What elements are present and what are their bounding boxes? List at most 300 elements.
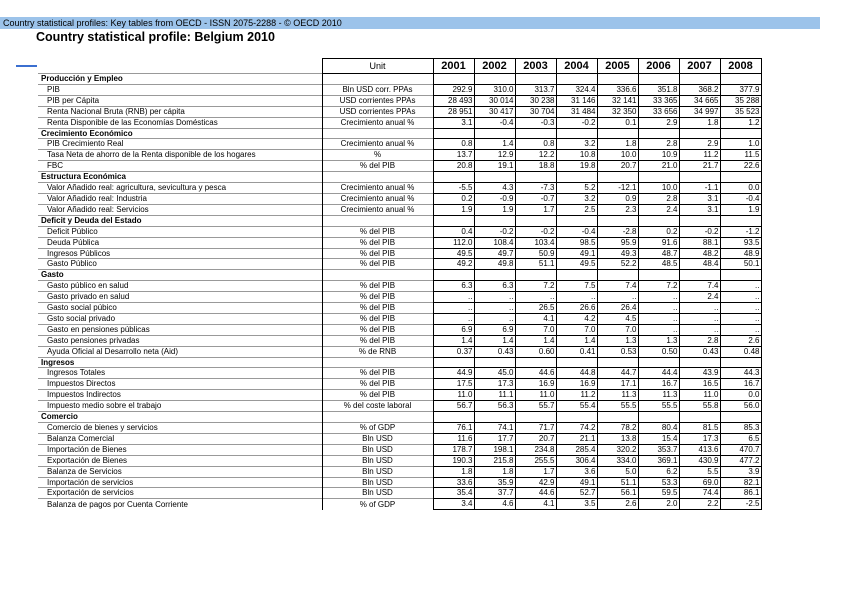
value-cell: -2.5	[720, 499, 761, 510]
value-cell: 2.8	[679, 335, 720, 346]
statistics-table	[38, 58, 762, 510]
unit-cell	[322, 357, 433, 368]
value-cell: 3.4	[433, 499, 474, 510]
value-cell: ..	[720, 281, 761, 292]
value-cell: 0.9	[597, 193, 638, 204]
value-cell: 7.0	[556, 324, 597, 335]
indicator-label: Gasto pensiones privadas	[38, 335, 322, 346]
value-cell: 6.2	[638, 466, 679, 477]
value-cell: 320.2	[597, 444, 638, 455]
value-cell: 324.4	[556, 84, 597, 95]
table-row	[38, 84, 761, 95]
value-cell: 4.1	[515, 313, 556, 324]
value-cell	[556, 412, 597, 423]
value-cell: 0.8	[515, 139, 556, 150]
indicator-label: Tasa Neta de ahorro de la Renta disponible de los hogares	[38, 150, 322, 161]
table-row	[38, 106, 761, 117]
value-cell	[597, 412, 638, 423]
unit-cell: % of GDP	[322, 499, 433, 510]
value-cell: 413.6	[679, 444, 720, 455]
value-cell	[597, 172, 638, 183]
value-cell	[597, 128, 638, 139]
value-cell: -0.3	[515, 117, 556, 128]
value-cell: 4.6	[474, 499, 515, 510]
value-cell: 11.1	[474, 390, 515, 401]
indicator-label: Ingresos Públicos	[38, 248, 322, 259]
table-row	[38, 150, 761, 161]
indicator-label: Renta Nacional Bruta (RNB) per cápita	[38, 106, 322, 117]
unit-cell: Bln USD	[322, 444, 433, 455]
value-cell: ..	[679, 324, 720, 335]
value-cell: 7.4	[597, 281, 638, 292]
value-cell: 11.2	[556, 390, 597, 401]
value-cell	[597, 357, 638, 368]
value-cell: ..	[638, 324, 679, 335]
table-row	[38, 390, 761, 401]
indicator-label: Comercio de bienes y servicios	[38, 423, 322, 434]
value-cell: 1.8	[597, 139, 638, 150]
value-cell: 313.7	[515, 84, 556, 95]
value-cell	[474, 215, 515, 226]
value-cell: 2.5	[556, 204, 597, 215]
value-cell: 17.3	[474, 379, 515, 390]
value-cell: 48.7	[638, 248, 679, 259]
indicator-label: Importación de servicios	[38, 477, 322, 488]
value-cell	[515, 128, 556, 139]
value-cell: 13.7	[433, 150, 474, 161]
unit-cell: Crecimiento anual %	[322, 193, 433, 204]
value-cell: 430.9	[679, 455, 720, 466]
unit-cell: % del PIB	[322, 303, 433, 314]
value-cell: 178.7	[433, 444, 474, 455]
table-row	[38, 324, 761, 335]
value-cell: 0.50	[638, 346, 679, 357]
value-cell: 48.4	[679, 259, 720, 270]
indicator-label: Deficit Público	[38, 226, 322, 237]
table-body	[38, 59, 761, 510]
value-cell: 1.9	[474, 204, 515, 215]
unit-cell: % del PIB	[322, 368, 433, 379]
value-cell: 20.8	[433, 161, 474, 172]
unit-cell: Bln USD	[322, 488, 433, 499]
value-cell: -0.2	[556, 117, 597, 128]
unit-cell: Crecimiento anual %	[322, 139, 433, 150]
value-cell: ..	[597, 292, 638, 303]
value-cell: 6.9	[474, 324, 515, 335]
value-cell	[720, 172, 761, 183]
value-cell: 1.8	[679, 117, 720, 128]
value-cell: ..	[515, 292, 556, 303]
value-cell: 34 997	[679, 106, 720, 117]
unit-cell: % del PIB	[322, 248, 433, 259]
value-cell: 198.1	[474, 444, 515, 455]
value-cell: 0.1	[597, 117, 638, 128]
unit-cell	[322, 270, 433, 281]
unit-cell: Bln USD	[322, 477, 433, 488]
value-cell: ..	[638, 303, 679, 314]
section-label: Comercio	[38, 412, 322, 423]
value-cell: 16.7	[720, 379, 761, 390]
value-cell: 30 704	[515, 106, 556, 117]
value-cell	[474, 270, 515, 281]
year-header: 2008	[720, 59, 761, 74]
value-cell: 215.8	[474, 455, 515, 466]
value-cell: 55.8	[679, 401, 720, 412]
year-header: 2006	[638, 59, 679, 74]
value-cell: 48.2	[679, 248, 720, 259]
value-cell: 15.4	[638, 433, 679, 444]
year-header: 2001	[433, 59, 474, 74]
value-cell: 11.0	[679, 390, 720, 401]
section-row	[38, 172, 761, 183]
year-header: 2007	[679, 59, 720, 74]
value-cell: 1.4	[556, 335, 597, 346]
indicator-label: PIB Crecimiento Real	[38, 139, 322, 150]
indicator-label: Impuestos Indirectos	[38, 390, 322, 401]
value-cell: 56.0	[720, 401, 761, 412]
value-cell: 336.6	[597, 84, 638, 95]
value-cell: 35 523	[720, 106, 761, 117]
value-cell: 22.6	[720, 161, 761, 172]
value-cell: 30 014	[474, 95, 515, 106]
value-cell: 19.8	[556, 161, 597, 172]
value-cell	[679, 128, 720, 139]
value-cell: 56.3	[474, 401, 515, 412]
value-cell	[679, 412, 720, 423]
value-cell: 1.3	[638, 335, 679, 346]
value-cell: 74.1	[474, 423, 515, 434]
value-cell: 30 238	[515, 95, 556, 106]
value-cell: 49.2	[433, 259, 474, 270]
value-cell: 3.2	[556, 193, 597, 204]
value-cell	[474, 74, 515, 85]
value-cell: -0.2	[474, 226, 515, 237]
value-cell: 1.3	[597, 335, 638, 346]
value-cell: 6.9	[433, 324, 474, 335]
value-cell: 4.2	[556, 313, 597, 324]
value-cell	[679, 74, 720, 85]
value-cell: 3.1	[679, 193, 720, 204]
value-cell: 7.2	[515, 281, 556, 292]
unit-cell	[322, 128, 433, 139]
value-cell	[638, 172, 679, 183]
value-cell: 49.8	[474, 259, 515, 270]
accent-line	[16, 65, 37, 67]
unit-cell: % del PIB	[322, 324, 433, 335]
value-cell: 43.9	[679, 368, 720, 379]
unit-header: Unit	[322, 59, 433, 74]
value-cell: 11.2	[679, 150, 720, 161]
value-cell: 26.6	[556, 303, 597, 314]
value-cell: 53.3	[638, 477, 679, 488]
value-cell: 11.5	[720, 150, 761, 161]
value-cell	[515, 357, 556, 368]
unit-cell: % del PIB	[322, 379, 433, 390]
value-cell	[638, 412, 679, 423]
value-cell: 49.7	[474, 248, 515, 259]
value-cell: 2.8	[638, 193, 679, 204]
value-cell: 2.8	[638, 139, 679, 150]
value-cell: -7.3	[515, 183, 556, 194]
value-cell: 4.5	[597, 313, 638, 324]
value-cell: 85.3	[720, 423, 761, 434]
indicator-label: Balanza de pagos por Cuenta Corriente	[38, 499, 322, 510]
value-cell: 48.5	[638, 259, 679, 270]
value-cell: 6.3	[433, 281, 474, 292]
value-cell: 470.7	[720, 444, 761, 455]
value-cell: 7.2	[638, 281, 679, 292]
value-cell: 11.3	[597, 390, 638, 401]
value-cell: 55.4	[556, 401, 597, 412]
value-cell: 11.3	[638, 390, 679, 401]
value-cell: -0.9	[474, 193, 515, 204]
value-cell: 1.2	[720, 117, 761, 128]
value-cell: 2.3	[597, 204, 638, 215]
value-cell: 17.3	[679, 433, 720, 444]
value-cell: 0.43	[679, 346, 720, 357]
value-cell	[638, 215, 679, 226]
value-cell: 44.6	[515, 368, 556, 379]
value-cell: 98.5	[556, 237, 597, 248]
value-cell: 74.2	[556, 423, 597, 434]
indicator-label: Importación de Bienes	[38, 444, 322, 455]
value-cell: ..	[556, 292, 597, 303]
value-cell: 6.5	[720, 433, 761, 444]
value-cell: 10.8	[556, 150, 597, 161]
unit-cell: % del PIB	[322, 226, 433, 237]
section-row	[38, 270, 761, 281]
value-cell: 56.7	[433, 401, 474, 412]
value-cell: -0.4	[720, 193, 761, 204]
value-cell: 1.9	[433, 204, 474, 215]
value-cell	[556, 357, 597, 368]
section-label: Estructura Económica	[38, 172, 322, 183]
value-cell	[515, 74, 556, 85]
value-cell: 1.4	[433, 335, 474, 346]
value-cell: 31 146	[556, 95, 597, 106]
value-cell: 292.9	[433, 84, 474, 95]
value-cell: ..	[720, 313, 761, 324]
value-cell: 45.0	[474, 368, 515, 379]
value-cell: 1.4	[474, 139, 515, 150]
year-header: 2004	[556, 59, 597, 74]
value-cell: 19.1	[474, 161, 515, 172]
value-cell: 78.2	[597, 423, 638, 434]
unit-cell: Bln USD	[322, 433, 433, 444]
value-cell: 35.4	[433, 488, 474, 499]
value-cell: 108.4	[474, 237, 515, 248]
value-cell: 18.8	[515, 161, 556, 172]
indicator-label: Valor Añadido real: agricultura, sevicultura y pesca	[38, 183, 322, 194]
value-cell: 30 417	[474, 106, 515, 117]
value-cell: -0.2	[679, 226, 720, 237]
value-cell: 7.4	[679, 281, 720, 292]
value-cell: 1.7	[515, 466, 556, 477]
value-cell	[556, 74, 597, 85]
value-cell: 33 656	[638, 106, 679, 117]
page-title: Country statistical profile: Belgium 2010	[36, 30, 275, 44]
value-cell: 55.5	[638, 401, 679, 412]
table-row	[38, 183, 761, 194]
value-cell: 0.0	[720, 183, 761, 194]
value-cell: 11.0	[515, 390, 556, 401]
value-cell: 368.2	[679, 84, 720, 95]
section-label: Gasto	[38, 270, 322, 281]
value-cell: 52.7	[556, 488, 597, 499]
value-cell: 49.5	[433, 248, 474, 259]
indicator-label: Exportación de servicios	[38, 488, 322, 499]
value-cell	[638, 74, 679, 85]
value-cell: 0.41	[556, 346, 597, 357]
value-cell: 44.6	[515, 488, 556, 499]
value-cell: 55.7	[515, 401, 556, 412]
indicator-label: Impuesto medio sobre el trabajo	[38, 401, 322, 412]
value-cell: 44.3	[720, 368, 761, 379]
unit-cell	[322, 74, 433, 85]
value-cell: 33.6	[433, 477, 474, 488]
value-cell	[433, 172, 474, 183]
value-cell: 2.9	[679, 139, 720, 150]
value-cell: 1.7	[515, 204, 556, 215]
table-row	[38, 139, 761, 150]
unit-cell	[322, 412, 433, 423]
value-cell: -5.5	[433, 183, 474, 194]
value-cell: 52.2	[597, 259, 638, 270]
value-cell: 16.7	[638, 379, 679, 390]
unit-cell: Crecimiento anual %	[322, 204, 433, 215]
value-cell: 2.4	[679, 292, 720, 303]
value-cell: 0.4	[433, 226, 474, 237]
unit-cell: %	[322, 150, 433, 161]
value-cell: 35 288	[720, 95, 761, 106]
value-cell: -0.7	[515, 193, 556, 204]
table-row	[38, 204, 761, 215]
indicator-label: PIB	[38, 84, 322, 95]
value-cell: 17.7	[474, 433, 515, 444]
value-cell: ..	[638, 313, 679, 324]
unit-cell: % del PIB	[322, 237, 433, 248]
year-header: 2003	[515, 59, 556, 74]
unit-cell: % del PIB	[322, 335, 433, 346]
value-cell: 21.1	[556, 433, 597, 444]
value-cell	[638, 357, 679, 368]
value-cell	[433, 74, 474, 85]
value-cell	[720, 357, 761, 368]
section-row	[38, 74, 761, 85]
unit-cell: % of GDP	[322, 423, 433, 434]
value-cell: 49.5	[556, 259, 597, 270]
value-cell: 13.8	[597, 433, 638, 444]
value-cell: 6.3	[474, 281, 515, 292]
unit-cell: % del PIB	[322, 259, 433, 270]
value-cell: 3.1	[679, 204, 720, 215]
value-cell: 2.6	[597, 499, 638, 510]
value-cell: 334.0	[597, 455, 638, 466]
value-cell: 69.0	[679, 477, 720, 488]
value-cell: 1.4	[515, 335, 556, 346]
value-cell: -12.1	[597, 183, 638, 194]
indicator-label: Impuestos Directos	[38, 379, 322, 390]
indicator-label: Exportación de Bienes	[38, 455, 322, 466]
table-row	[38, 401, 761, 412]
unit-cell: % del PIB	[322, 390, 433, 401]
value-cell: 5.5	[679, 466, 720, 477]
unit-cell: Crecimiento anual %	[322, 117, 433, 128]
indicator-label: Gasto en pensiones públicas	[38, 324, 322, 335]
value-cell: 0.48	[720, 346, 761, 357]
value-cell: 33 365	[638, 95, 679, 106]
value-cell: 190.3	[433, 455, 474, 466]
value-cell	[556, 270, 597, 281]
unit-cell: USD corrientes PPAs	[322, 95, 433, 106]
value-cell: -0.2	[515, 226, 556, 237]
table-row	[38, 226, 761, 237]
value-cell	[433, 215, 474, 226]
value-cell: 44.9	[433, 368, 474, 379]
value-cell: 0.8	[433, 139, 474, 150]
value-cell: 3.2	[556, 139, 597, 150]
table-row	[38, 248, 761, 259]
value-cell: -0.4	[556, 226, 597, 237]
value-cell: 2.6	[720, 335, 761, 346]
table-row	[38, 161, 761, 172]
value-cell: 0.53	[597, 346, 638, 357]
indicator-label: Gasto social púbico	[38, 303, 322, 314]
value-cell	[638, 128, 679, 139]
value-cell: ..	[638, 292, 679, 303]
value-cell: 44.8	[556, 368, 597, 379]
header-row	[38, 59, 761, 74]
value-cell	[720, 128, 761, 139]
value-cell	[515, 172, 556, 183]
value-cell: 1.8	[474, 466, 515, 477]
value-cell: 59.5	[638, 488, 679, 499]
value-cell: 10.9	[638, 150, 679, 161]
value-cell: 42.9	[515, 477, 556, 488]
value-cell: 306.4	[556, 455, 597, 466]
value-cell: 255.5	[515, 455, 556, 466]
value-cell	[474, 412, 515, 423]
value-cell: 2.2	[679, 499, 720, 510]
table-row	[38, 335, 761, 346]
table-row	[38, 237, 761, 248]
section-row	[38, 357, 761, 368]
value-cell: 21.7	[679, 161, 720, 172]
value-cell: 93.5	[720, 237, 761, 248]
value-cell: 17.5	[433, 379, 474, 390]
unit-cell: Bln USD corr. PPAs	[322, 84, 433, 95]
value-cell: 3.5	[556, 499, 597, 510]
value-cell: 82.1	[720, 477, 761, 488]
value-cell: -2.8	[597, 226, 638, 237]
value-cell: 2.9	[638, 117, 679, 128]
value-cell	[720, 74, 761, 85]
value-cell: 1.9	[720, 204, 761, 215]
value-cell: 10.0	[597, 150, 638, 161]
indicator-label: Valor Añadido real: Industria	[38, 193, 322, 204]
value-cell	[556, 128, 597, 139]
value-cell	[679, 172, 720, 183]
indicator-label: PIB per Cápita	[38, 95, 322, 106]
value-cell: 351.8	[638, 84, 679, 95]
value-cell: 234.8	[515, 444, 556, 455]
value-cell: 49.3	[597, 248, 638, 259]
indicator-label: Ingresos Totales	[38, 368, 322, 379]
value-cell: 16.5	[679, 379, 720, 390]
value-cell	[515, 412, 556, 423]
table-row	[38, 292, 761, 303]
indicator-label: FBC	[38, 161, 322, 172]
